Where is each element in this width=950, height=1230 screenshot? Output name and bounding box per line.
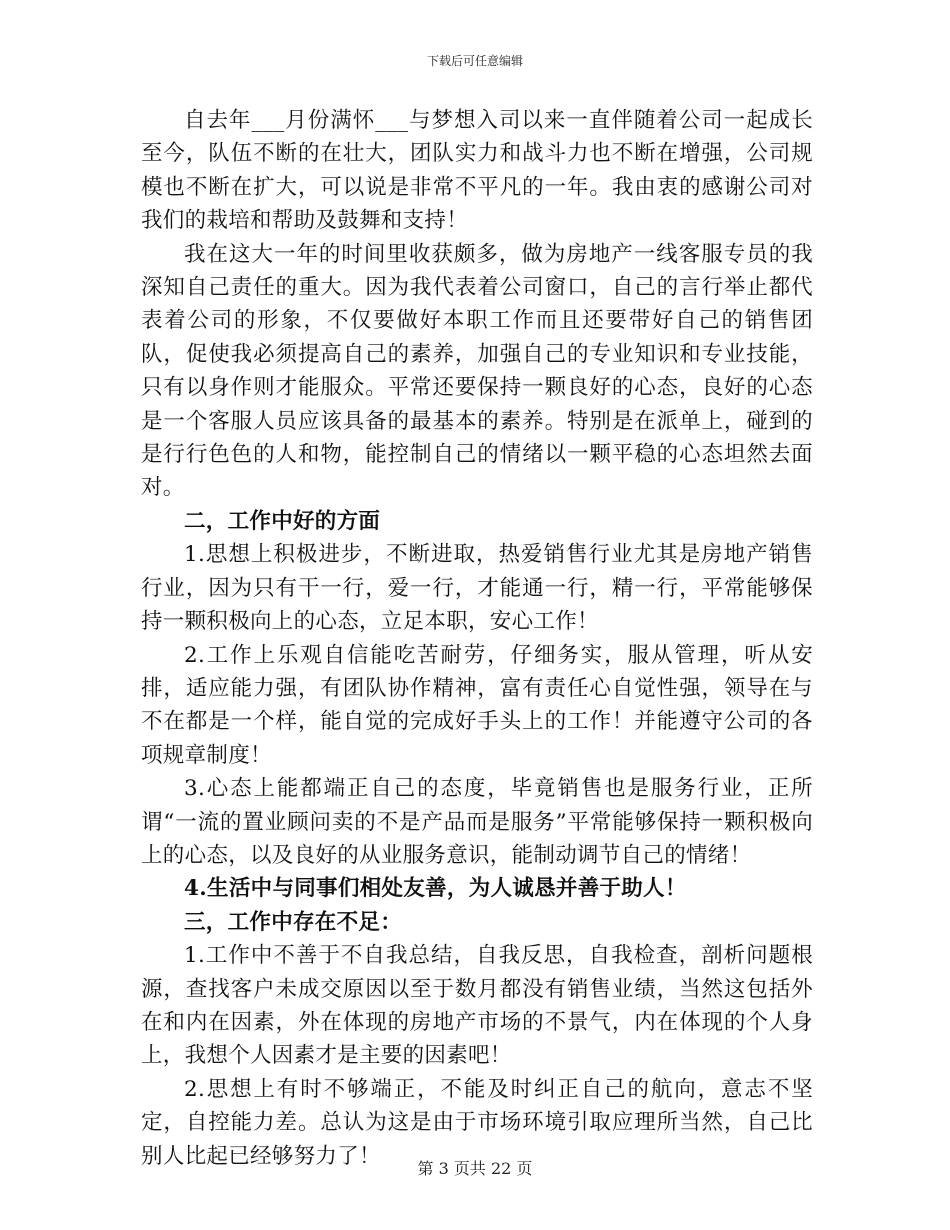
section-heading-strengths: 二，工作中好的方面	[184, 508, 381, 534]
paragraph-strength-4: 4.生活中与同事们相处友善，为人诚恳并善于助人！	[184, 876, 687, 902]
paragraph-weakness-1: 1.工作中不善于不自我总结，自我反思，自我检查，剖析问题根源，查找客户未成交原因以至于数月都没有销售业绩，当然这包括外在和内在因素，外在体现的房地产市场的不景气，内在体现的个人身上，我想个人因素才是主要的因素吧！	[141, 943, 813, 1069]
paragraph-responsibility: 我在这大一年的时间里收获颇多，做为房地产一线客服专员的我深知自己责任的重大。因为我代表着公司窗口，自己的言行举止都代表着公司的形象，不仅要做好本职工作而且还要带好自己的销售团队，促使我必须提高自己的素养，加强自己的专业知识和专业技能，只有以身作则才能服众。平常还要保持一颗良好的心态，良好的心态是一个客服人员应该具备的最基本的素养。特别是在派单上，碰到的是行行色色的人和物，能控制自己的情绪以一颗平稳的心态坦然去面对。	[141, 241, 813, 501]
paragraph-weakness-2: 2.思想上有时不够端正，不能及时纠正自己的航向，意志不坚定，自控能力差。总认为这是由于市场环境引取应理所当然，自己比别人比起已经够努力了！	[141, 1076, 813, 1169]
document-body	[141, 104, 813, 1173]
paragraph-strength-2: 2.工作上乐观自信能吃苦耐劳，仔细务实，服从管理，听从安排，适应能力强，有团队协作精神，富有责任心自觉性强，领导在与不在都是一个样，能自觉的完成好手头上的工作！并能遵守公司的各项规章制度！	[141, 642, 813, 768]
page-header: 下载后可任意编辑	[426, 54, 523, 68]
paragraph-intro: 自去年___月份满怀___与梦想入司以来一直伴随着公司一起成长至今，队伍不断的在壮大，团队实力和战斗力也不断在增强，公司规模也不断在扩大，可以说是非常不平凡的一年。我由衷的感谢公司对我们的栽培和帮助及鼓舞和支持！	[141, 108, 813, 234]
section-heading-weaknesses: 三，工作中存在不足：	[184, 909, 403, 935]
paragraph-strength-1: 1.思想上积极进步，不断进取，热爱销售行业尤其是房地产销售行业，因为只有干一行，爱一行，才能通一行，精一行，平常能够保持一颗积极向上的心态，立足本职，安心工作！	[141, 542, 813, 635]
page-number: 第 3 页共 22 页	[417, 1159, 533, 1178]
paragraph-strength-3: 3.心态上能都端正自己的态度，毕竟销售也是服务行业，正所谓“一流的置业顾问卖的不是产品而是服务”平常能够保持一颗积极向上的心态，以及良好的从业服务意识，能制动调节自己的情绪！	[141, 776, 813, 868]
